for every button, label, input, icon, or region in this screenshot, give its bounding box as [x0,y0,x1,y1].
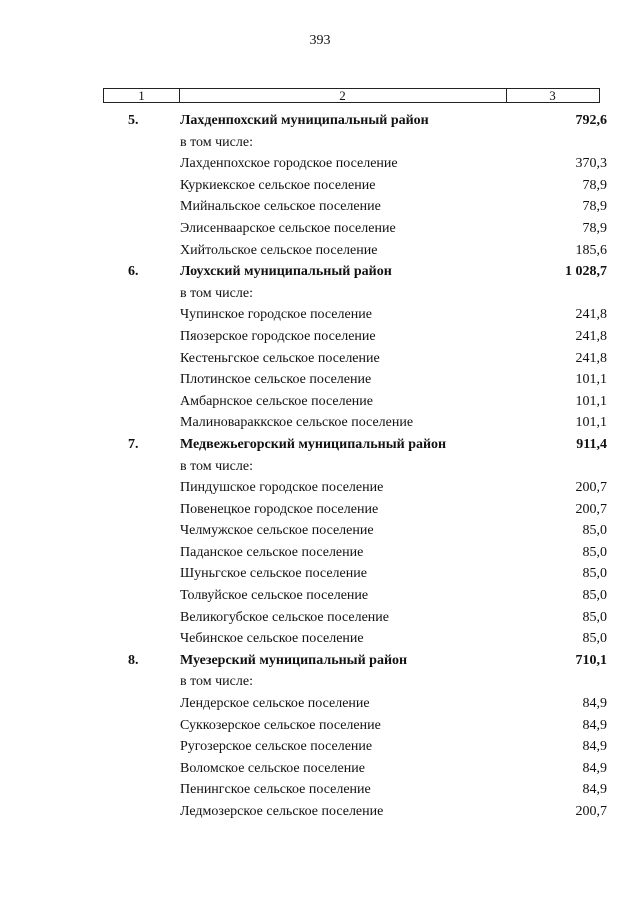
settlement-row [0,736,640,758]
row-name: Куркиекское сельское поселение [180,177,376,193]
settlement-row [0,369,640,391]
settlement-row [0,520,640,542]
row-name: Лахденпохский муниципальный район [180,113,429,128]
row-name: Чебинское сельское поселение [180,631,364,647]
settlement-row [0,542,640,564]
row-name: Элисенваарское сельское поселение [180,220,396,236]
row-name: Медвежьегорский муниципальный район [180,436,447,452]
row-value: 78,9 [582,220,607,236]
settlement-row [0,801,640,823]
row-name: в том числе: [180,285,253,301]
row-name: Суккозерское сельское поселение [180,717,381,733]
row-number: 7. [128,436,139,452]
row-name: в том числе: [180,458,253,474]
subtotal-label-row [0,671,640,693]
settlement-row [0,153,640,175]
row-value: 101,1 [575,372,607,388]
table-header [103,88,600,103]
row-name: Муезерский муниципальный район [180,652,408,668]
row-name: Лоухский муниципальный район [180,264,392,280]
settlement-row [0,477,640,499]
header-col-2: 2 [339,88,346,103]
row-name: Лендерское сельское поселение [180,696,370,712]
row-name: Пяозерское городское поселение [180,328,376,344]
row-value: 85,0 [582,588,607,604]
row-name: в том числе: [180,674,253,690]
row-value: 85,0 [582,566,607,582]
settlement-row [0,607,640,629]
row-name: Лахденпохское городское поселение [180,156,398,172]
row-value: 85,0 [582,609,607,625]
row-value: 84,9 [582,782,607,798]
page-number: 393 [309,33,331,48]
row-number: 5. [128,113,139,128]
row-name: Челмужское сельское поселение [180,523,374,539]
district-row [0,110,640,132]
row-value: 78,9 [582,177,607,193]
settlement-row [0,348,640,370]
subtotal-label-row [0,132,640,154]
row-value: 84,9 [582,717,607,733]
header-col-1: 1 [138,88,145,103]
row-value: 911,4 [576,436,607,452]
row-name: Великогубское сельское поселение [180,609,389,625]
settlement-row [0,563,640,585]
settlement-row [0,391,640,413]
row-value: 101,1 [575,393,607,409]
settlement-row [0,585,640,607]
row-value: 85,0 [582,523,607,539]
row-name: Толвуйское сельское поселение [180,588,369,604]
settlement-row [0,196,640,218]
settlement-row [0,304,640,326]
row-name: Кестеньгское сельское поселение [180,350,380,366]
row-number: 8. [128,652,139,668]
row-value: 85,0 [582,544,607,560]
row-name: в том числе: [180,134,253,150]
row-value: 85,0 [582,631,607,647]
row-value: 241,8 [575,307,607,323]
row-name: Шуньгское сельское поселение [180,566,367,582]
header-col-3: 3 [549,88,556,103]
row-value: 185,6 [575,242,607,258]
row-value: 84,9 [582,760,607,776]
district-row [0,650,640,672]
row-value: 200,7 [575,480,607,496]
row-name: Ругозерское сельское поселение [180,739,373,755]
settlement-row [0,693,640,715]
row-value: 78,9 [582,199,607,215]
row-name: Пиндушское городское поселение [180,480,384,496]
settlement-row [0,218,640,240]
row-name: Воломское сельское поселение [180,760,365,776]
settlement-row [0,499,640,521]
row-name: Хийтольское сельское поселение [180,242,378,258]
settlement-row [0,412,640,434]
row-value: 84,9 [582,696,607,712]
row-value: 101,1 [575,415,607,431]
row-value: 200,7 [575,501,607,517]
settlement-row [0,175,640,197]
district-row [0,261,640,283]
settlement-row [0,326,640,348]
row-value: 370,3 [575,156,607,172]
row-number: 6. [128,264,139,280]
row-value: 792,6 [575,113,607,128]
settlement-row [0,715,640,737]
row-name: Повенецкое городское поселение [180,501,379,517]
row-value: 1 028,7 [565,264,607,280]
row-value: 200,7 [575,804,607,819]
row-value: 241,8 [575,328,607,344]
settlement-row [0,758,640,780]
settlement-row [0,240,640,262]
row-value: 84,9 [582,739,607,755]
district-row [0,434,640,456]
settlement-row [0,779,640,801]
row-name: Ледмозерское сельское поселение [180,804,384,819]
row-name: Малиновараккское сельское поселение [180,415,414,431]
row-value: 710,1 [575,652,607,668]
subtotal-label-row [0,456,640,478]
settlement-row [0,628,640,650]
row-name: Плотинское сельское поселение [180,372,372,388]
row-name: Пенингское сельское поселение [180,782,371,798]
table-body [0,110,640,823]
row-name: Паданское сельское поселение [180,544,364,560]
row-name: Амбарнское сельское поселение [180,393,373,409]
subtotal-label-row [0,283,640,305]
row-name: Чупинское городское поселение [180,307,372,323]
row-value: 241,8 [575,350,607,366]
row-name: Мийнальское сельское поселение [180,199,381,215]
